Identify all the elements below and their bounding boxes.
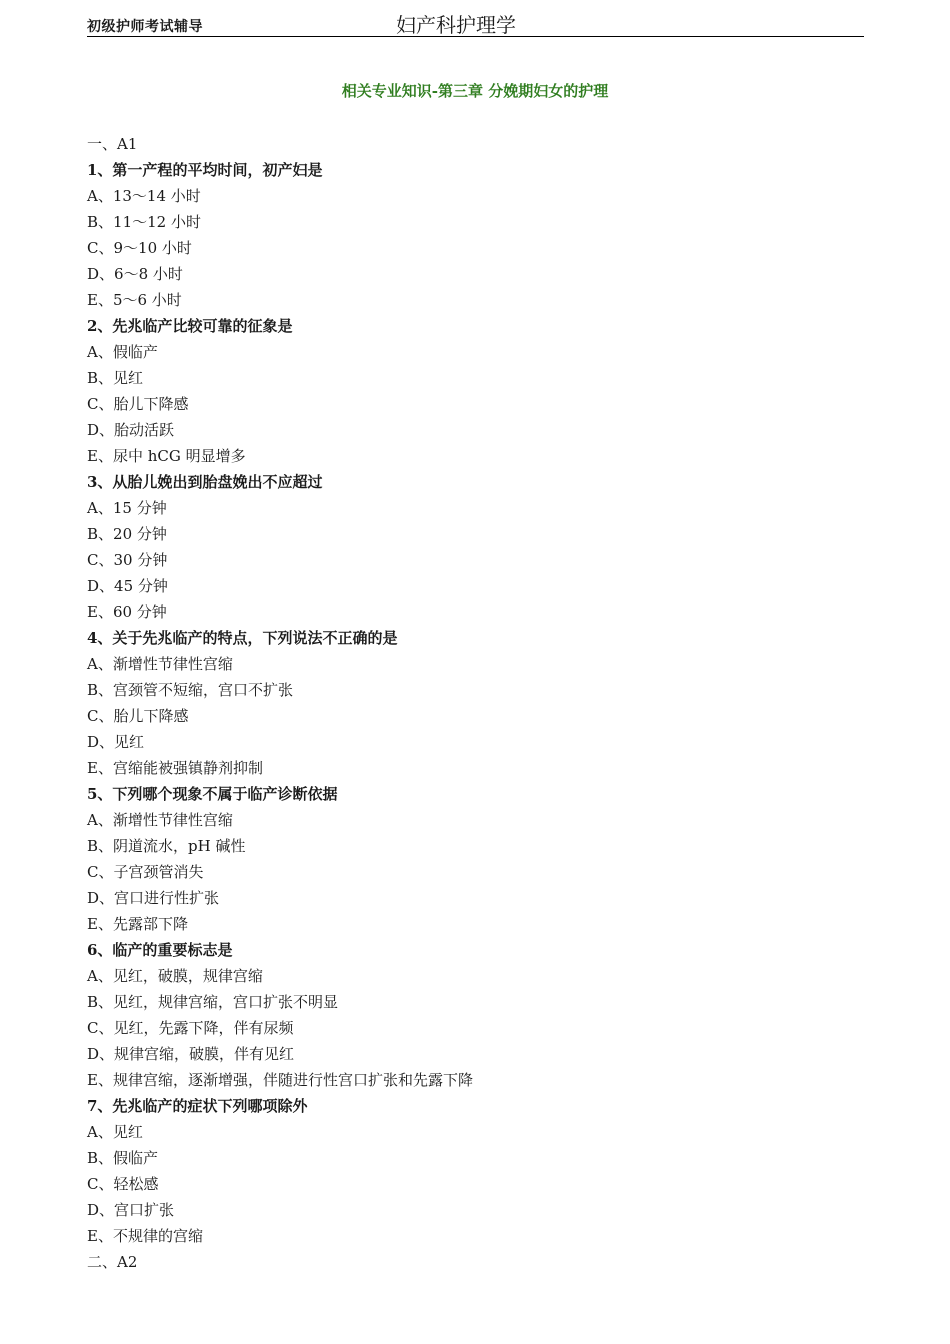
answer-option: C、胎儿下降感 bbox=[87, 395, 189, 413]
question-block bbox=[87, 781, 877, 937]
answer-option: E、尿中 hCG 明显增多 bbox=[87, 447, 246, 465]
answer-option: B、20 分钟 bbox=[87, 525, 167, 543]
section-heading-a1: 一、A1 bbox=[87, 135, 138, 153]
answer-option: A、见红 bbox=[87, 1123, 143, 1141]
question-stem: 2、先兆临产比较可靠的征象是 bbox=[87, 317, 293, 335]
answer-option: A、15 分钟 bbox=[87, 499, 167, 517]
answer-option: D、见红 bbox=[87, 733, 145, 751]
answer-option: B、阴道流水，pH 碱性 bbox=[87, 837, 246, 855]
answer-option: E、规律宫缩，逐渐增强，伴随进行性宫口扩张和先露下降 bbox=[87, 1071, 473, 1089]
answer-option: E、先露部下降 bbox=[87, 915, 188, 933]
section-heading-a2: 二、A2 bbox=[87, 1253, 138, 1271]
answer-option: B、宫颈管不短缩，宫口不扩张 bbox=[87, 681, 294, 699]
chapter-title: 相关专业知识-第三章 分娩期妇女的护理 bbox=[341, 82, 609, 100]
answer-option: C、胎儿下降感 bbox=[87, 707, 189, 725]
answer-option: D、胎动活跃 bbox=[87, 421, 175, 439]
answer-option: A、渐增性节律性宫缩 bbox=[87, 655, 233, 673]
page-header bbox=[87, 8, 864, 37]
question-block bbox=[87, 469, 877, 625]
answer-option: E、5～6 小时 bbox=[87, 291, 182, 309]
answer-option: A、假临产 bbox=[87, 343, 158, 361]
answer-option: C、9～10 小时 bbox=[87, 239, 192, 257]
answer-option: B、见红 bbox=[87, 369, 144, 387]
answer-option: D、45 分钟 bbox=[87, 577, 168, 595]
question-stem: 7、先兆临产的症状下列哪项除外 bbox=[87, 1097, 308, 1115]
question-block bbox=[87, 313, 877, 469]
header-left-text: 初级护师考试辅导 bbox=[87, 19, 203, 35]
question-block bbox=[87, 937, 877, 1093]
header-subject-title: 妇产科护理学 bbox=[396, 13, 516, 37]
question-stem: 5、下列哪个现象不属于临产诊断依据 bbox=[87, 785, 338, 803]
answer-option: B、见红，规律宫缩，宫口扩张不明显 bbox=[87, 993, 339, 1011]
answer-option: C、30 分钟 bbox=[87, 551, 168, 569]
answer-option: B、11～12 小时 bbox=[87, 213, 201, 231]
answer-option: E、不规律的宫缩 bbox=[87, 1227, 203, 1245]
question-block bbox=[87, 625, 877, 781]
question-stem: 3、从胎儿娩出到胎盘娩出不应超过 bbox=[87, 473, 323, 491]
answer-option: E、60 分钟 bbox=[87, 603, 167, 621]
answer-option: D、6～8 小时 bbox=[87, 265, 183, 283]
answer-option: C、子宫颈管消失 bbox=[87, 863, 204, 881]
question-stem: 1、第一产程的平均时间，初产妇是 bbox=[87, 161, 323, 179]
answer-option: A、渐增性节律性宫缩 bbox=[87, 811, 233, 829]
answer-option: B、假临产 bbox=[87, 1149, 159, 1167]
question-list bbox=[87, 131, 877, 1275]
answer-option: A、13～14 小时 bbox=[87, 187, 201, 205]
answer-option: E、宫缩能被强镇静剂抑制 bbox=[87, 759, 263, 777]
question-stem: 6、临产的重要标志是 bbox=[87, 941, 233, 959]
answer-option: D、宫口进行性扩张 bbox=[87, 889, 220, 907]
answer-option: C、轻松感 bbox=[87, 1175, 159, 1193]
answer-option: D、规律宫缩，破膜，伴有见红 bbox=[87, 1045, 295, 1063]
answer-option: C、见红，先露下降，伴有尿频 bbox=[87, 1019, 294, 1037]
question-block bbox=[87, 1093, 877, 1249]
question-block bbox=[87, 157, 877, 313]
question-stem: 4、关于先兆临产的特点，下列说法不正确的是 bbox=[87, 629, 398, 647]
answer-option: D、宫口扩张 bbox=[87, 1201, 175, 1219]
answer-option: A、见红，破膜，规律宫缩 bbox=[87, 967, 263, 985]
